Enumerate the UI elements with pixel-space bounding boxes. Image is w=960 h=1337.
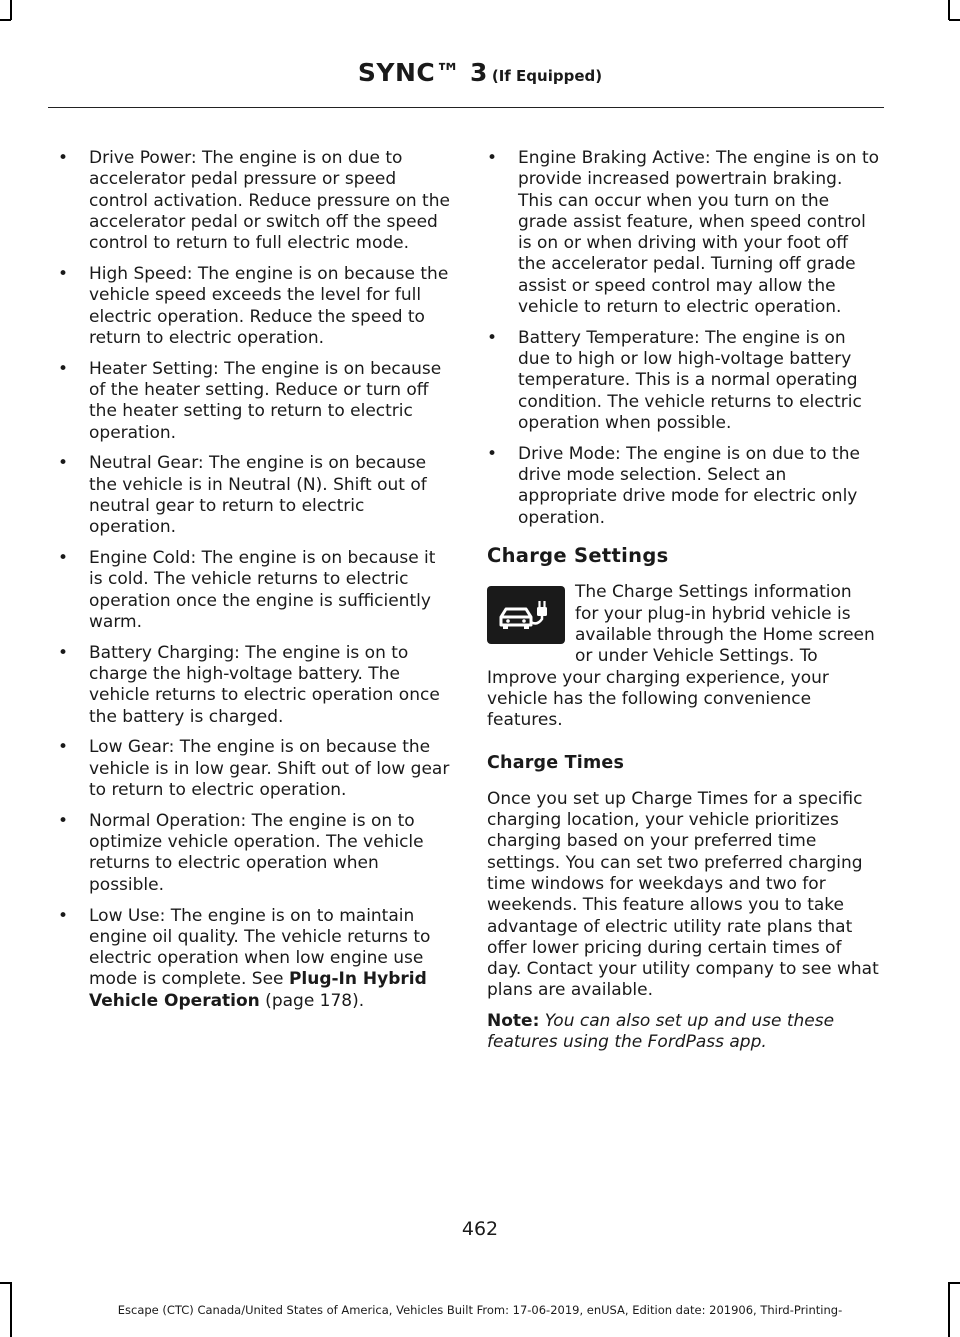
engine-status-list	[58, 148, 450, 1012]
charge-settings-intro	[487, 582, 880, 731]
bullet-icon: •	[58, 642, 69, 663]
header-title: SYNC™ 3	[357, 58, 488, 87]
list-item	[58, 643, 450, 728]
page-footer: Escape (CTC) Canada/United States of America, Vehicles Built From: 17-06-2019, enUSA, Edition date: 201906, Third-Printing-	[117, 1303, 843, 1317]
crop-mark-bottom-right	[949, 1282, 960, 1284]
engine-status-list-continued	[487, 148, 880, 529]
right-column	[487, 148, 880, 1062]
charge-settings-intro-text: The Charge Settings information for your plug-in hybrid vehicle is available through the Home screen or under Vehicle Settings. To Improve your charging experience, your vehicle has the following convenience features.	[487, 582, 875, 731]
bullet-icon: •	[58, 263, 69, 284]
crop-mark-top-left	[0, 19, 11, 21]
list-item-text: Drive Power: The engine is on due to accelerator pedal pressure or speed control activation. Reduce pressure on the accelerator pedal or switch off the speed control to return to full electric mode.	[89, 148, 450, 254]
list-item-text: Drive Mode: The engine is on due to the drive mode selection. Select an appropriate drive mode for electric only operation.	[518, 443, 860, 528]
bullet-icon: •	[58, 358, 69, 379]
page-number: 462	[461, 1218, 499, 1240]
list-item	[58, 453, 450, 538]
list-item	[487, 148, 880, 318]
bullet-icon: •	[487, 327, 498, 348]
cross-reference-link[interactable]: Plug-In Hybrid Vehicle Operation	[89, 969, 427, 1011]
left-column	[58, 148, 450, 1021]
list-item	[58, 264, 450, 349]
header-subtitle: (If Equipped)	[491, 67, 603, 85]
charge-times-heading: Charge Times	[487, 753, 625, 774]
header-divider	[48, 107, 884, 108]
bullet-icon: •	[58, 148, 69, 168]
note	[487, 1011, 880, 1054]
bullet-icon: •	[58, 905, 69, 926]
bullet-icon: •	[58, 810, 69, 831]
list-item-text: Low Gear: The engine is on because the vehicle is in low gear. Shift out of low gear to return to electric operation.	[89, 737, 450, 801]
list-item-text: Normal Operation: The engine is on to optimize vehicle operation. The vehicle returns to electric operation when possible.	[89, 810, 424, 895]
list-item	[58, 148, 450, 254]
list-item-text: Low Use: The engine is on to maintain engine oil quality. The vehicle returns to electric operation when low engine use mode is complete. See	[89, 905, 431, 990]
crop-mark-top-right	[949, 19, 960, 21]
list-item	[58, 906, 450, 1012]
list-item-text: High Speed: The engine is on because the vehicle speed exceeds the level for full electric operation. Reduce the speed to return to electric operation.	[89, 263, 449, 348]
page-reference: (page 178).	[259, 990, 365, 1011]
list-item	[487, 328, 880, 434]
crop-mark-bottom-left	[0, 1282, 11, 1284]
note-text: You can also set up and use these features using the FordPass app.	[487, 1010, 835, 1052]
ev-charging-icon	[487, 586, 565, 644]
bullet-icon: •	[487, 443, 498, 464]
list-item-text: Battery Charging: The engine is on to charge the high-voltage battery. The vehicle returns to electric operation once the battery is charged.	[89, 642, 440, 727]
list-item-text: Heater Setting: The engine is on because of the heater setting. Reduce or turn off the heater setting to return to electric operation.	[89, 358, 442, 443]
bullet-icon: •	[58, 737, 69, 758]
list-item-text: Neutral Gear: The engine is on because the vehicle is in Neutral (N). Shift out of neutral gear to return to electric operation.	[89, 453, 427, 538]
list-item	[487, 444, 880, 529]
bullet-icon: •	[487, 148, 498, 168]
list-item-text: Engine Cold: The engine is on because it is cold. The vehicle returns to electric operation once the engine is sufficiently warm.	[89, 548, 436, 632]
charge-times-body: Once you set up Charge Times for a specific charging location, your vehicle prioritizes charging based on your preferred time settings. You can set two preferred charging time windows for weekdays and two for weekends. This feature allows you to take advantage of electric utility rate plans that offer lower pricing during certain times of day. Contact your utility company to see what plans are available.	[487, 788, 879, 1001]
bullet-icon: •	[58, 453, 69, 474]
bullet-icon: •	[58, 548, 69, 569]
list-item-text: Battery Temperature: The engine is on due to high or low high-voltage battery temperature. This is a normal operating condition. The vehicle returns to electric operation when possible.	[518, 327, 862, 434]
list-item	[58, 359, 450, 444]
page-header	[0, 58, 960, 87]
list-item	[58, 548, 450, 633]
crop-mark-top-right	[948, 0, 950, 20]
charge-settings-heading: Charge Settings	[487, 544, 669, 568]
list-item	[58, 811, 450, 896]
crop-mark-top-left	[10, 0, 12, 20]
list-item	[58, 737, 450, 801]
note-label: Note:	[487, 1010, 540, 1031]
list-item-text: Engine Braking Active: The engine is on to provide increased powertrain braking. This can occur when you turn on the grade assist feature, when speed control is on or when driving with your foot off the accelerator pedal. Turning off grade assist or speed control may allow the vehicle to return to electric operation.	[518, 148, 880, 318]
